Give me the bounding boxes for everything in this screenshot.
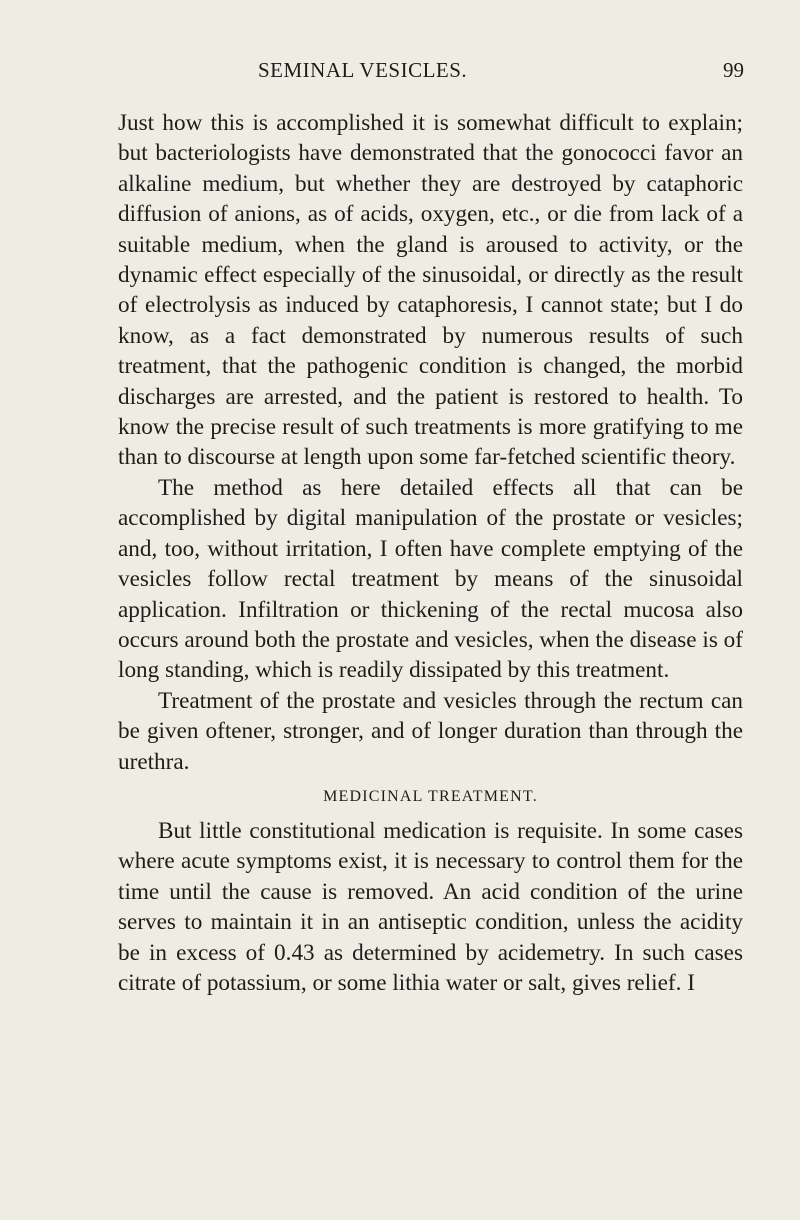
paragraph: Just how this is accomplished it is somewhat difficult to explain; but bacteriologists have demonstrated that the gonococci favor an alkaline medium, but whether they are destroyed by cataphoric diffusion of anions, as of acids, oxygen, etc., or die from lack of a suitable medium, when the gland is aroused to activity, or the dynamic effect especially of the sinusoidal, or directly as the result of electrolysis as induced by cataphoresis, I cannot state; but I do know, as a fact demonstrated by numerous results of such treatment, that the pathogenic condition is changed, the morbid discharges are arrested, and the patient is restored to health. To know the precise result of such treatments is more gratifying to me than to discourse at length upon some far-fetched scientific theory. xyxy=(118,110,743,471)
running-title: SEMINAL VESICLES. xyxy=(258,58,468,82)
paragraph: Treatment of the prostate and vesicles through the rectum can be given oftener, stronger, and of longer duration than through the urethra. xyxy=(118,687,743,775)
body-text xyxy=(118,108,743,998)
paragraph: But little constitutional medication is requisite. In some cases where acute symptoms exist, it is necessary to control them for the time until the cause is removed. An acid condition of the urine serves to maintain it in an antiseptic condition, unless the acidity be in excess of 0.43 as determined by acidemetry. In such cases citrate of potassium, or some lithia water or salt, gives relief. I xyxy=(118,817,743,996)
paragraph: The method as here detailed effects all that can be accomplished by digital manipulation of the prostate or vesicles; and, too, without irritation, I often have complete emptying of the vesicles follow rectal treatment by means of the sinusoidal application. Infiltration or thickening of the rectal mucosa also occurs around both the prostate and vesicles, when the disease is of long standing, which is readily dissipated by this treatment. xyxy=(118,474,743,684)
page-number: 99 xyxy=(723,58,744,82)
section-heading: MEDICINAL TREATMENT. xyxy=(323,787,538,805)
running-head xyxy=(0,58,800,88)
